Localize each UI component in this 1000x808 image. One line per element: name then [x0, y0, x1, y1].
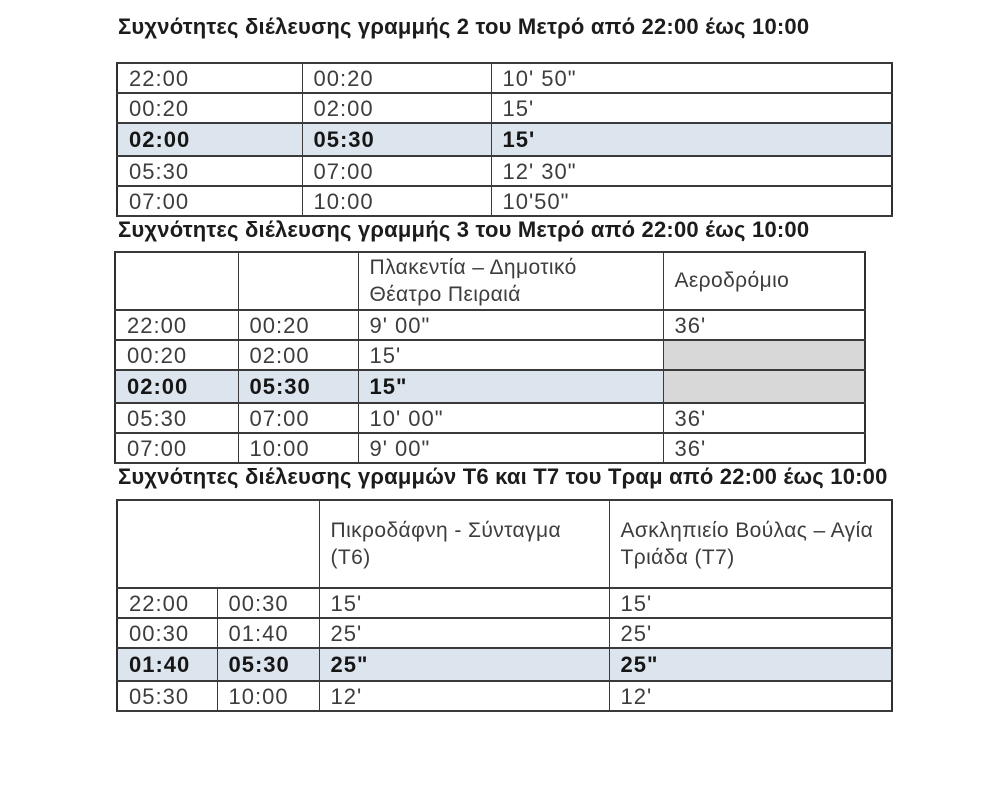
t7-frequency-cell: 12' [609, 681, 892, 711]
table-row [117, 93, 892, 123]
end-time-cell: 02:00 [238, 340, 358, 370]
t7-frequency-cell: 25' [609, 618, 892, 648]
airport-header-cell: Αεροδρόμιο [663, 252, 865, 311]
frequency-cell: 10'50" [491, 186, 892, 216]
start-time-cell: 02:00 [115, 370, 238, 403]
t6-frequency-cell: 15' [319, 588, 609, 618]
end-time-cell: 00:30 [217, 588, 319, 618]
empty-gray-cell [663, 370, 865, 403]
metro-line2-frequency-table [116, 62, 893, 217]
start-time-cell: 22:00 [117, 63, 302, 93]
frequency-cell: 12' 30" [491, 156, 892, 186]
table-row-highlighted [117, 123, 892, 156]
metro-line3-table-title: Συχνότητες διέλευσης γραμμής 3 του Μετρό από 22:00 έως 10:00 [118, 217, 810, 243]
tram-t6-t7-frequency-table [116, 499, 893, 712]
table-row [117, 156, 892, 186]
start-time-cell: 00:20 [117, 93, 302, 123]
table-row [117, 63, 892, 93]
frequency-cell: 15' [491, 123, 892, 156]
end-time-cell: 10:00 [302, 186, 491, 216]
table-row [117, 588, 892, 618]
t6-frequency-cell: 25" [319, 648, 609, 681]
route-frequency-cell: 9' 00" [358, 310, 663, 340]
start-time-cell: 01:40 [117, 648, 217, 681]
start-time-cell: 22:00 [117, 588, 217, 618]
start-time-cell: 07:00 [115, 433, 238, 463]
table-row [115, 433, 865, 463]
t7-header-line1: Ασκληπιείο Βούλας – Αγία [620, 519, 874, 543]
route-header-cell [358, 252, 663, 311]
t7-header-line2: Τριάδα (Τ7) [620, 546, 735, 570]
table-row [115, 310, 865, 340]
airport-frequency-cell: 36' [663, 433, 865, 463]
empty-header-cell [117, 500, 319, 588]
t6-route-header-cell [319, 500, 609, 588]
table-row-highlighted [115, 370, 865, 403]
frequency-cell: 10' 50" [491, 63, 892, 93]
route-frequency-cell: 15" [358, 370, 663, 403]
table-row [117, 618, 892, 648]
start-time-cell: 02:00 [117, 123, 302, 156]
table-row-highlighted [117, 648, 892, 681]
start-time-cell: 05:30 [117, 156, 302, 186]
frequency-cell: 15' [491, 93, 892, 123]
end-time-cell: 05:30 [217, 648, 319, 681]
end-time-cell: 00:20 [302, 63, 491, 93]
route-header-line2: Θέατρο Πειραιά [369, 282, 521, 306]
metro-line2-table-title: Συχνότητες διέλευσης γραμμής 2 του Μετρό από 22:00 έως 10:00 [118, 14, 810, 39]
start-time-cell: 22:00 [115, 310, 238, 340]
t7-frequency-cell: 25" [609, 648, 892, 681]
end-time-cell: 10:00 [217, 681, 319, 711]
start-time-cell: 05:30 [115, 403, 238, 433]
t6-frequency-cell: 25' [319, 618, 609, 648]
end-time-cell: 07:00 [238, 403, 358, 433]
table-row [115, 340, 865, 370]
route-frequency-cell: 15' [358, 340, 663, 370]
route-header-line1: Πλακεντία – Δημοτικό [369, 255, 577, 279]
table-row [117, 186, 892, 216]
t6-header-line2: (Τ6) [330, 546, 371, 570]
t7-route-header-cell [609, 500, 892, 588]
t7-frequency-cell: 15' [609, 588, 892, 618]
table-row [115, 403, 865, 433]
end-time-cell: 05:30 [238, 370, 358, 403]
empty-header-cell [115, 252, 238, 311]
airport-frequency-cell: 36' [663, 403, 865, 433]
end-time-cell: 00:20 [238, 310, 358, 340]
table-row [117, 681, 892, 711]
start-time-cell: 00:20 [115, 340, 238, 370]
end-time-cell: 05:30 [302, 123, 491, 156]
start-time-cell: 05:30 [117, 681, 217, 711]
route-frequency-cell: 10' 00" [358, 403, 663, 433]
airport-frequency-cell: 36' [663, 310, 865, 340]
end-time-cell: 02:00 [302, 93, 491, 123]
metro-line3-frequency-table [114, 251, 866, 465]
table-header-row [117, 500, 892, 588]
empty-gray-cell [663, 340, 865, 370]
t6-header-line1: Πικροδάφνη - Σύνταγμα [330, 519, 561, 543]
table-header-row [115, 252, 865, 311]
start-time-cell: 07:00 [117, 186, 302, 216]
empty-header-cell [238, 252, 358, 311]
route-frequency-cell: 9' 00" [358, 433, 663, 463]
end-time-cell: 07:00 [302, 156, 491, 186]
start-time-cell: 00:30 [117, 618, 217, 648]
t6-frequency-cell: 12' [319, 681, 609, 711]
end-time-cell: 01:40 [217, 618, 319, 648]
end-time-cell: 10:00 [238, 433, 358, 463]
tram-t6-t7-table-title: Συχνότητες διέλευσης γραμμών Τ6 και Τ7 του Τραμ από 22:00 έως 10:00 [118, 464, 888, 490]
